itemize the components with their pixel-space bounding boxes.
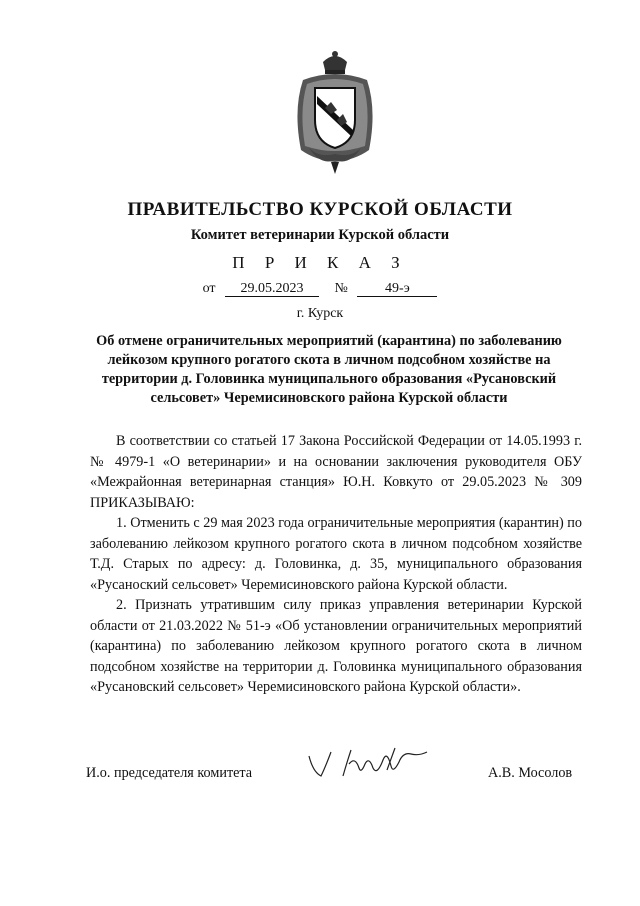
item-2-paragraph: 2. Признать утратившим силу приказ управления ветеринарии Курской области от 21.03.2022 № 51-э «Об установлении ограничительных мероприятий (карантина) по заболеванию лейкозом крупного рогатого скота в личном подсобном хозяйстве на территории д. Головинка муниципального образования «Русановский сельсовет» Черемисиновского района Курской области».	[90, 597, 582, 695]
document-date: 29.05.2023	[225, 281, 319, 297]
committee-name: Комитет ветеринарии Курской области	[190, 227, 450, 243]
coat-of-arms-emblem	[285, 50, 385, 175]
handwritten-signature	[303, 742, 433, 786]
document-title: Об отмене ограничительных мероприятий (карантина) по заболеванию лейкозом крупного рогатого скота в личном подсобном хозяйстве на территории д. Головинка муниципального образования «Русановский сельсовет» Черемисиновского района Курской области	[96, 333, 562, 406]
intro-paragraph: В соответствии со статьей 17 Закона Российской Федерации от 14.05.1993 г. № 4979-1 «О ветеринарии» и на основании заключения руководителя ОБУ «Межрайонная ветеринарная станция» Ю.Н. Ковкуто от 29.05.2023 № 309 ПРИКАЗЫВАЮ:	[90, 433, 582, 511]
document-body	[90, 431, 582, 698]
government-name: ПРАВИТЕЛЬСТВО КУРСКОЙ ОБЛАСТИ	[127, 199, 513, 220]
number-prefix: №	[334, 281, 348, 296]
date-prefix: от	[202, 281, 216, 296]
document-number: 49-э	[357, 281, 437, 297]
item-1-paragraph: 1. Отменить с 29 мая 2023 года ограничительные мероприятия (карантин) по заболеванию лейкозом крупного рогатого скота в личном подсобном хозяйстве Т.Д. Старых по адресу: д. Головинка, д. 35, муниципального образования «Русаноский сельсовет» Черемисиновского района Курской области.	[90, 515, 582, 593]
document-type: П Р И К А З	[232, 253, 408, 272]
city: г. Курск	[296, 306, 344, 321]
signatory-name: А.В. Мосолов	[488, 765, 573, 781]
date-number-line	[0, 281, 640, 297]
signatory-title: И.о. председателя комитета	[86, 765, 253, 781]
